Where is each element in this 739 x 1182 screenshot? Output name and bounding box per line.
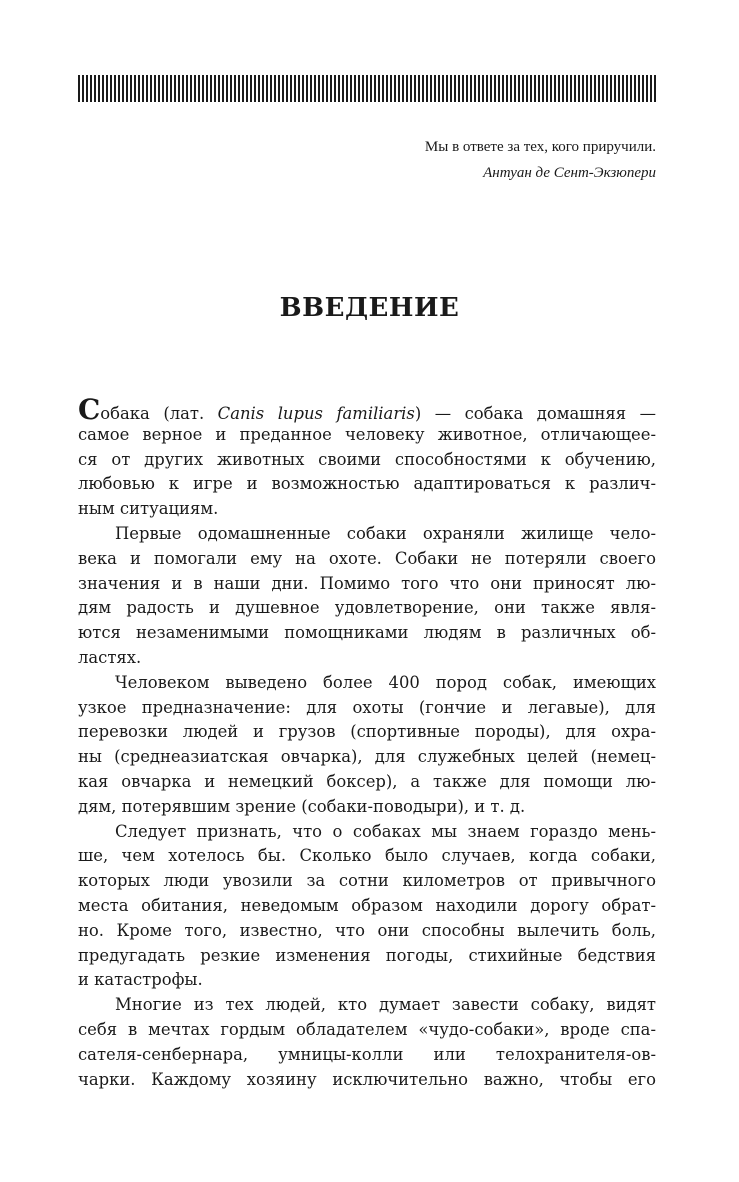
body-text [78,393,656,1092]
text-line: Следует признать, что о собаках мы знаем гораздо мень- [115,821,656,841]
text-line: ластях. [78,647,142,667]
paragraph-5 [78,993,656,1092]
text-line: сателя-сенбернара, умницы-колли или телохранителя-ов- [78,1044,656,1064]
epigraph [425,134,656,186]
text-line: дям, потерявшим зрение (собаки-поводыри), и т. д. [78,796,526,816]
text-line: и катастрофы. [78,970,203,990]
ornamental-header-rule [78,75,657,102]
text-line: узкое предназначение: для охоты (гончие и легавые), для [78,697,656,717]
text-line: значения и в наши дни. Помимо того что они приносят лю- [78,573,656,593]
text-line: чарки. Каждому хозяину исключительно важно, чтобы его [78,1069,656,1089]
text-line: Человеком выведено более 400 пород собак, имеющих [115,672,656,692]
paragraph-2 [78,522,656,671]
text-line [78,393,656,426]
latin-name: Canis lupus familiaris [217,404,415,423]
drop-cap: С [78,393,101,426]
text-line: места обитания, неведомым образом находили дорогу обрат- [78,895,656,915]
text-line: самое верное и преданное человеку животное, отличающее- [78,424,656,444]
text-line: которых люди увозили за сотни километров от привычного [78,871,656,891]
paragraph-4 [78,820,656,994]
epigraph-author: Антуан де Сент-Экзюпери [483,165,656,181]
text-line: ше, чем хотелось бы. Сколько было случаев, когда собаки, [78,846,656,866]
chapter-title: ВВЕДЕНИЕ [279,293,460,323]
text-line: дям радость и душевное удовлетворение, они также явля- [78,598,656,618]
text-line: предугадать резкие изменения погоды, стихийные бедствия [78,945,656,965]
text-line: ются незаменимыми помощниками людям в различных об- [78,623,656,643]
epigraph-quote: Мы в ответе за тех, кого приручили. [424,139,656,155]
text-line: ся от других животных своими способностями к обучению, [78,449,656,469]
paragraph-1 [78,393,656,522]
text-line: Многие из тех людей, кто думает завести собаку, видят [115,995,656,1015]
text-line: века и помогали ему на охоте. Собаки не потеряли своего [78,548,656,568]
text-line: любовью к игре и возможностью адаптироваться к различ- [78,474,656,494]
text-line: но. Кроме того, известно, что они способны вылечить боль, [78,920,656,940]
text-line: Первые одомашненные собаки охраняли жилище чело- [115,523,656,543]
text-line: кая овчарка и немецкий боксер), а также для помощи лю- [78,771,656,791]
text-line: перевозки людей и грузов (спортивные породы), для охра- [78,722,656,742]
text-line: ны (среднеазиатская овчарка), для служебных целей (немец- [78,747,656,767]
paragraph-3 [78,671,656,820]
text-span: обака (лат. [100,404,218,423]
text-line: себя в мечтах гордым обладателем «чудо-собаки», вроде спа- [78,1019,656,1039]
text-line: ным ситуациям. [78,499,219,519]
text-span: ) — собака домашняя — [414,404,656,423]
